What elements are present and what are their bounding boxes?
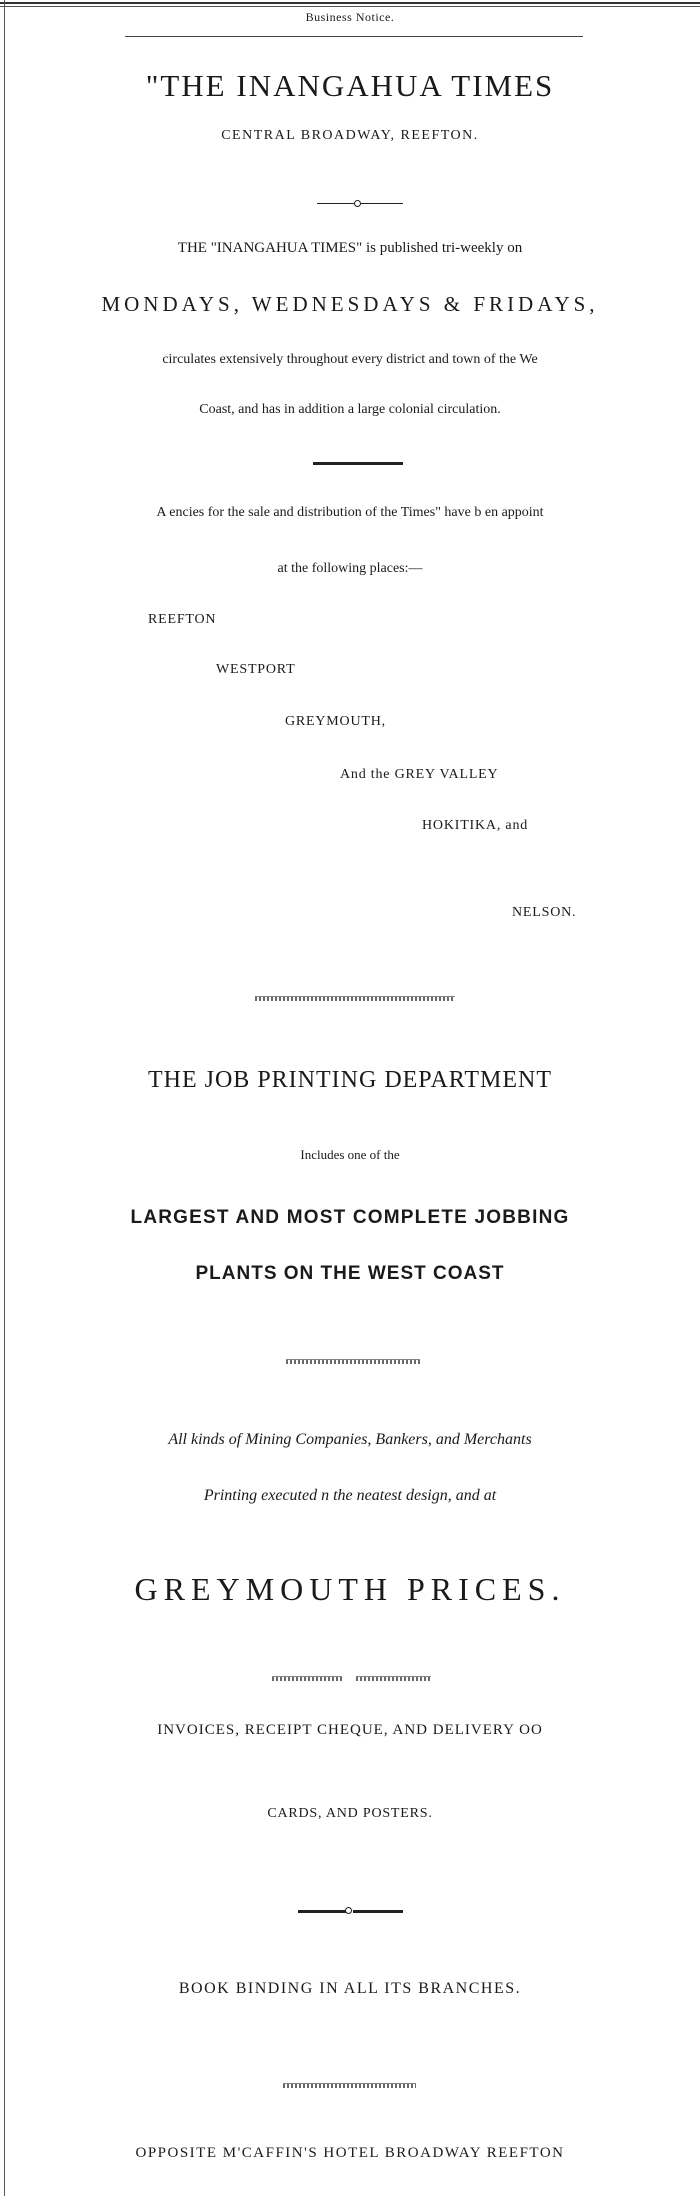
publication-line-4: Coast, and has in addition a large colonial circulation. [199,402,501,417]
masthead-address: CENTRAL BROADWAY, REEFTON. [221,128,479,143]
greymouth-prices: GREYMOUTH PRICES. [134,1571,566,1607]
masthead-title: "THE INANGAHUA TIMES [145,68,555,103]
footer-address: OPPOSITE M'CAFFIN'S HOTEL BROADWAY REEFTON [135,2145,565,2161]
place-westport: WESTPORT [216,662,296,677]
place-hokitika: HOKITIKA, and [422,818,529,833]
ornament-dot [345,1907,352,1914]
place-reefton: REEFTON [148,612,217,627]
job-printing-largest: LARGEST AND MOST COMPLETE JOBBING [130,1207,570,1228]
wavy-divider [283,2083,416,2088]
section-label: Business Notice. [305,10,395,24]
left-column-rule [4,0,5,2196]
wavy-divider [255,996,455,1001]
section-divider-thick [313,462,403,465]
agencies-line-2: at the following places:— [277,561,423,576]
ornament-left-line [317,203,355,204]
publication-line-3: circulates extensively throughout every district and town of the We [162,352,538,367]
place-greymouth: GREYMOUTH, [285,714,386,729]
ornament-dot [354,200,361,207]
ornament-right-bar [353,1910,403,1913]
job-printing-includes: Includes one of the [300,1147,400,1162]
printing-notice-line-2: Printing executed n the neatest design, and at [203,1487,497,1504]
book-binding: BOOK BINDING IN ALL ITS BRANCHES. [178,1980,522,1997]
header-rule [125,36,583,37]
ornament-right-line [361,203,403,204]
job-printing-plants: PLANTS ON THE WEST COAST [195,1263,505,1284]
top-border-rule-thin [0,6,700,7]
publication-line-1: THE "INANGAHUA TIMES" is published tri-weekly on [177,240,523,256]
wavy-divider [272,1676,342,1681]
ornament-left-bar [298,1910,347,1913]
invoices-line-2: CARDS, AND POSTERS. [267,1806,433,1821]
place-nelson: NELSON. [512,905,577,920]
printing-notice-line-1: All kinds of Mining Companies, Bankers, and Merchants [168,1431,532,1448]
agencies-line-1: A encies for the sale and distribution of the Times" have b en appoint [156,505,544,520]
invoices-line-1: INVOICES, RECEIPT CHEQUE, AND DELIVERY OO [157,1722,543,1738]
wavy-divider [356,1676,431,1681]
top-border-rule [0,2,700,4]
publication-days: MONDAYS, WEDNESDAYS & FRIDAYS, [101,292,599,316]
place-grey-valley: And the GREY VALLEY [340,767,499,782]
job-printing-heading: THE JOB PRINTING DEPARTMENT [147,1067,552,1093]
wavy-divider [286,1359,420,1364]
